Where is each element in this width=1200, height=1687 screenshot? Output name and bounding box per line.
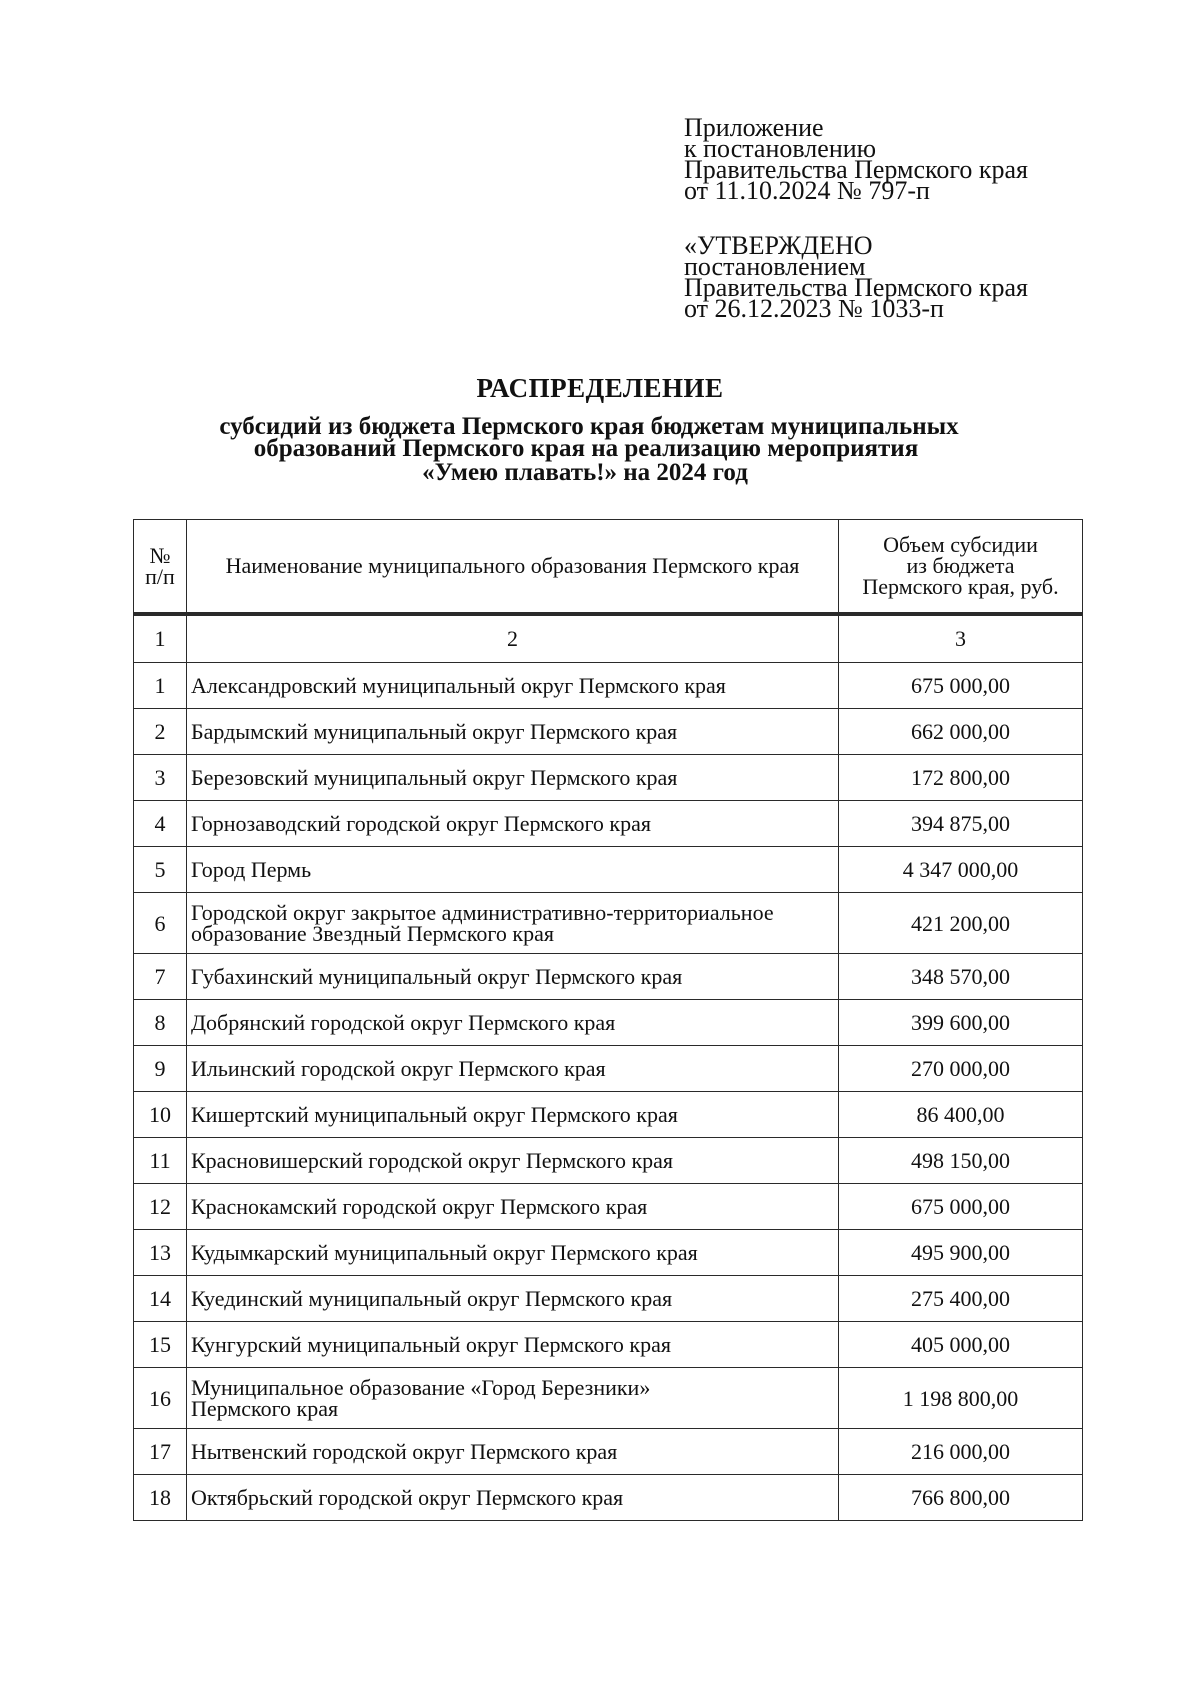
municipality-name xyxy=(187,1000,839,1046)
municipality-name-line: Муниципальное образование «Город Березники» xyxy=(191,1375,651,1400)
column-number: 1 xyxy=(134,614,187,663)
municipality-name-line: Березовский муниципальный округ Пермского края xyxy=(191,765,678,790)
header-value-line: из бюджета xyxy=(906,553,1015,579)
table-row xyxy=(134,1230,1083,1276)
header-number xyxy=(134,520,187,614)
row-number: 4 xyxy=(134,801,187,847)
municipality-name-line: Октябрьский городской округ Пермского края xyxy=(191,1485,624,1510)
appendix-block xyxy=(684,113,1028,205)
municipality-name xyxy=(187,1184,839,1230)
municipality-name xyxy=(187,709,839,755)
municipality-name xyxy=(187,1322,839,1368)
municipality-name-line: Горнозаводский городской округ Пермского края xyxy=(191,811,652,836)
table-row xyxy=(134,1475,1083,1521)
header-value-line: Объем субсидии xyxy=(883,532,1038,558)
municipality-name-line: Добрянский городской округ Пермского края xyxy=(191,1010,616,1035)
subsidy-amount: 172 800,00 xyxy=(839,755,1083,801)
approved-line: постановлением xyxy=(684,252,866,281)
municipality-name xyxy=(187,1368,839,1429)
row-number: 14 xyxy=(134,1276,187,1322)
subsidy-amount: 675 000,00 xyxy=(839,1184,1083,1230)
row-number: 15 xyxy=(134,1322,187,1368)
subsidy-amount: 421 200,00 xyxy=(839,893,1083,954)
row-number: 18 xyxy=(134,1475,187,1521)
header-number-line: п/п xyxy=(145,563,175,589)
table-row xyxy=(134,1138,1083,1184)
header-value xyxy=(839,520,1083,614)
subsidy-amount: 270 000,00 xyxy=(839,1046,1083,1092)
municipality-name-line: Городской округ закрытое административно-территориальное xyxy=(191,900,774,925)
subsidy-amount: 495 900,00 xyxy=(839,1230,1083,1276)
municipality-name xyxy=(187,1092,839,1138)
table-row xyxy=(134,893,1083,954)
municipality-name-line: Куединский муниципальный округ Пермского края xyxy=(191,1286,673,1311)
table-row xyxy=(134,1276,1083,1322)
table-row xyxy=(134,1322,1083,1368)
table-row xyxy=(134,847,1083,893)
municipality-name xyxy=(187,1475,839,1521)
municipality-name-line: Красновишерский городской округ Пермского края xyxy=(191,1148,674,1173)
row-number: 8 xyxy=(134,1000,187,1046)
municipality-name xyxy=(187,755,839,801)
column-number: 3 xyxy=(839,614,1083,663)
approved-line: «УТВЕРЖДЕНО xyxy=(684,231,873,260)
subsidy-amount: 4 347 000,00 xyxy=(839,847,1083,893)
column-number: 2 xyxy=(187,614,839,663)
subsidy-amount: 662 000,00 xyxy=(839,709,1083,755)
subsidy-amount: 399 600,00 xyxy=(839,1000,1083,1046)
subsidy-amount: 216 000,00 xyxy=(839,1429,1083,1475)
subsidy-amount: 498 150,00 xyxy=(839,1138,1083,1184)
municipality-name-line: Нытвенский городской округ Пермского края xyxy=(191,1439,618,1464)
subsidy-amount: 394 875,00 xyxy=(839,801,1083,847)
municipality-name-line: Александровский муниципальный округ Пермского края xyxy=(191,673,726,698)
municipality-name xyxy=(187,1276,839,1322)
municipality-name xyxy=(187,893,839,954)
municipality-name xyxy=(187,1138,839,1184)
row-number: 13 xyxy=(134,1230,187,1276)
appendix-line: Приложение xyxy=(684,113,824,142)
header-name: Наименование муниципального образования Пермского края xyxy=(187,520,839,614)
approved-line: от 26.12.2023 № 1033-п xyxy=(684,294,944,323)
table-row xyxy=(134,1429,1083,1475)
municipality-name-line: Пермского края xyxy=(191,1396,339,1421)
municipality-name xyxy=(187,1230,839,1276)
subsidy-amount: 86 400,00 xyxy=(839,1092,1083,1138)
appendix-line: Правительства Пермского края xyxy=(684,155,1028,184)
table-row xyxy=(134,1184,1083,1230)
approved-block xyxy=(684,231,1028,323)
row-number: 9 xyxy=(134,1046,187,1092)
appendix-line: от 11.10.2024 № 797-п xyxy=(684,176,930,205)
municipality-name xyxy=(187,954,839,1000)
subtitle-line: субсидий из бюджета Пермского края бюджетам муниципальных xyxy=(219,413,959,440)
municipality-name xyxy=(187,847,839,893)
table-row xyxy=(134,1000,1083,1046)
municipality-name-line: Кудымкарский муниципальный округ Пермского края xyxy=(191,1240,698,1265)
row-number: 7 xyxy=(134,954,187,1000)
table-header-row xyxy=(134,520,1083,614)
row-number: 10 xyxy=(134,1092,187,1138)
appendix-line: к постановлению xyxy=(684,134,877,163)
header-number-line: № xyxy=(149,542,171,568)
column-number-row xyxy=(134,614,1083,663)
subsidy-amount: 766 800,00 xyxy=(839,1475,1083,1521)
header-value-line: Пермского края, руб. xyxy=(862,574,1059,600)
table-row xyxy=(134,709,1083,755)
municipality-name xyxy=(187,1429,839,1475)
row-number: 11 xyxy=(134,1138,187,1184)
table-body xyxy=(134,520,1083,1521)
municipality-name xyxy=(187,801,839,847)
subtitle-line: образований Пермского края на реализацию мероприятия xyxy=(253,435,919,462)
distribution-table xyxy=(133,519,1083,1521)
row-number: 2 xyxy=(134,709,187,755)
table-row xyxy=(134,1046,1083,1092)
municipality-name-line: Город Пермь xyxy=(191,857,312,882)
municipality-name xyxy=(187,1046,839,1092)
table-row xyxy=(134,801,1083,847)
municipality-name-line: Губахинский муниципальный округ Пермского края xyxy=(191,964,683,989)
subsidy-amount: 1 198 800,00 xyxy=(839,1368,1083,1429)
subsidy-amount: 348 570,00 xyxy=(839,954,1083,1000)
municipality-name-line: образование Звездный Пермского края xyxy=(191,921,554,946)
municipality-name-line: Кунгурский муниципальный округ Пермского края xyxy=(191,1332,671,1357)
row-number: 3 xyxy=(134,755,187,801)
document-title: РАСПРЕДЕЛЕНИЕ xyxy=(476,373,724,403)
table-row xyxy=(134,755,1083,801)
table-row xyxy=(134,1092,1083,1138)
table-row xyxy=(134,954,1083,1000)
row-number: 6 xyxy=(134,893,187,954)
approved-line: Правительства Пермского края xyxy=(684,273,1028,302)
municipality-name-line: Ильинский городской округ Пермского края xyxy=(191,1056,606,1081)
row-number: 17 xyxy=(134,1429,187,1475)
table-row xyxy=(134,1368,1083,1429)
municipality-name-line: Краснокамский городской округ Пермского края xyxy=(191,1194,648,1219)
subsidy-amount: 275 400,00 xyxy=(839,1276,1083,1322)
municipality-name-line: Кишертский муниципальный округ Пермского края xyxy=(191,1102,678,1127)
municipality-name-line: Бардымский муниципальный округ Пермского края xyxy=(191,719,678,744)
row-number: 5 xyxy=(134,847,187,893)
row-number: 1 xyxy=(134,663,187,709)
municipality-name xyxy=(187,663,839,709)
subsidy-amount: 675 000,00 xyxy=(839,663,1083,709)
row-number: 12 xyxy=(134,1184,187,1230)
row-number: 16 xyxy=(134,1368,187,1429)
subsidy-amount: 405 000,00 xyxy=(839,1322,1083,1368)
subtitle-line: «Умею плавать!» на 2024 год xyxy=(422,459,748,486)
table-row xyxy=(134,663,1083,709)
